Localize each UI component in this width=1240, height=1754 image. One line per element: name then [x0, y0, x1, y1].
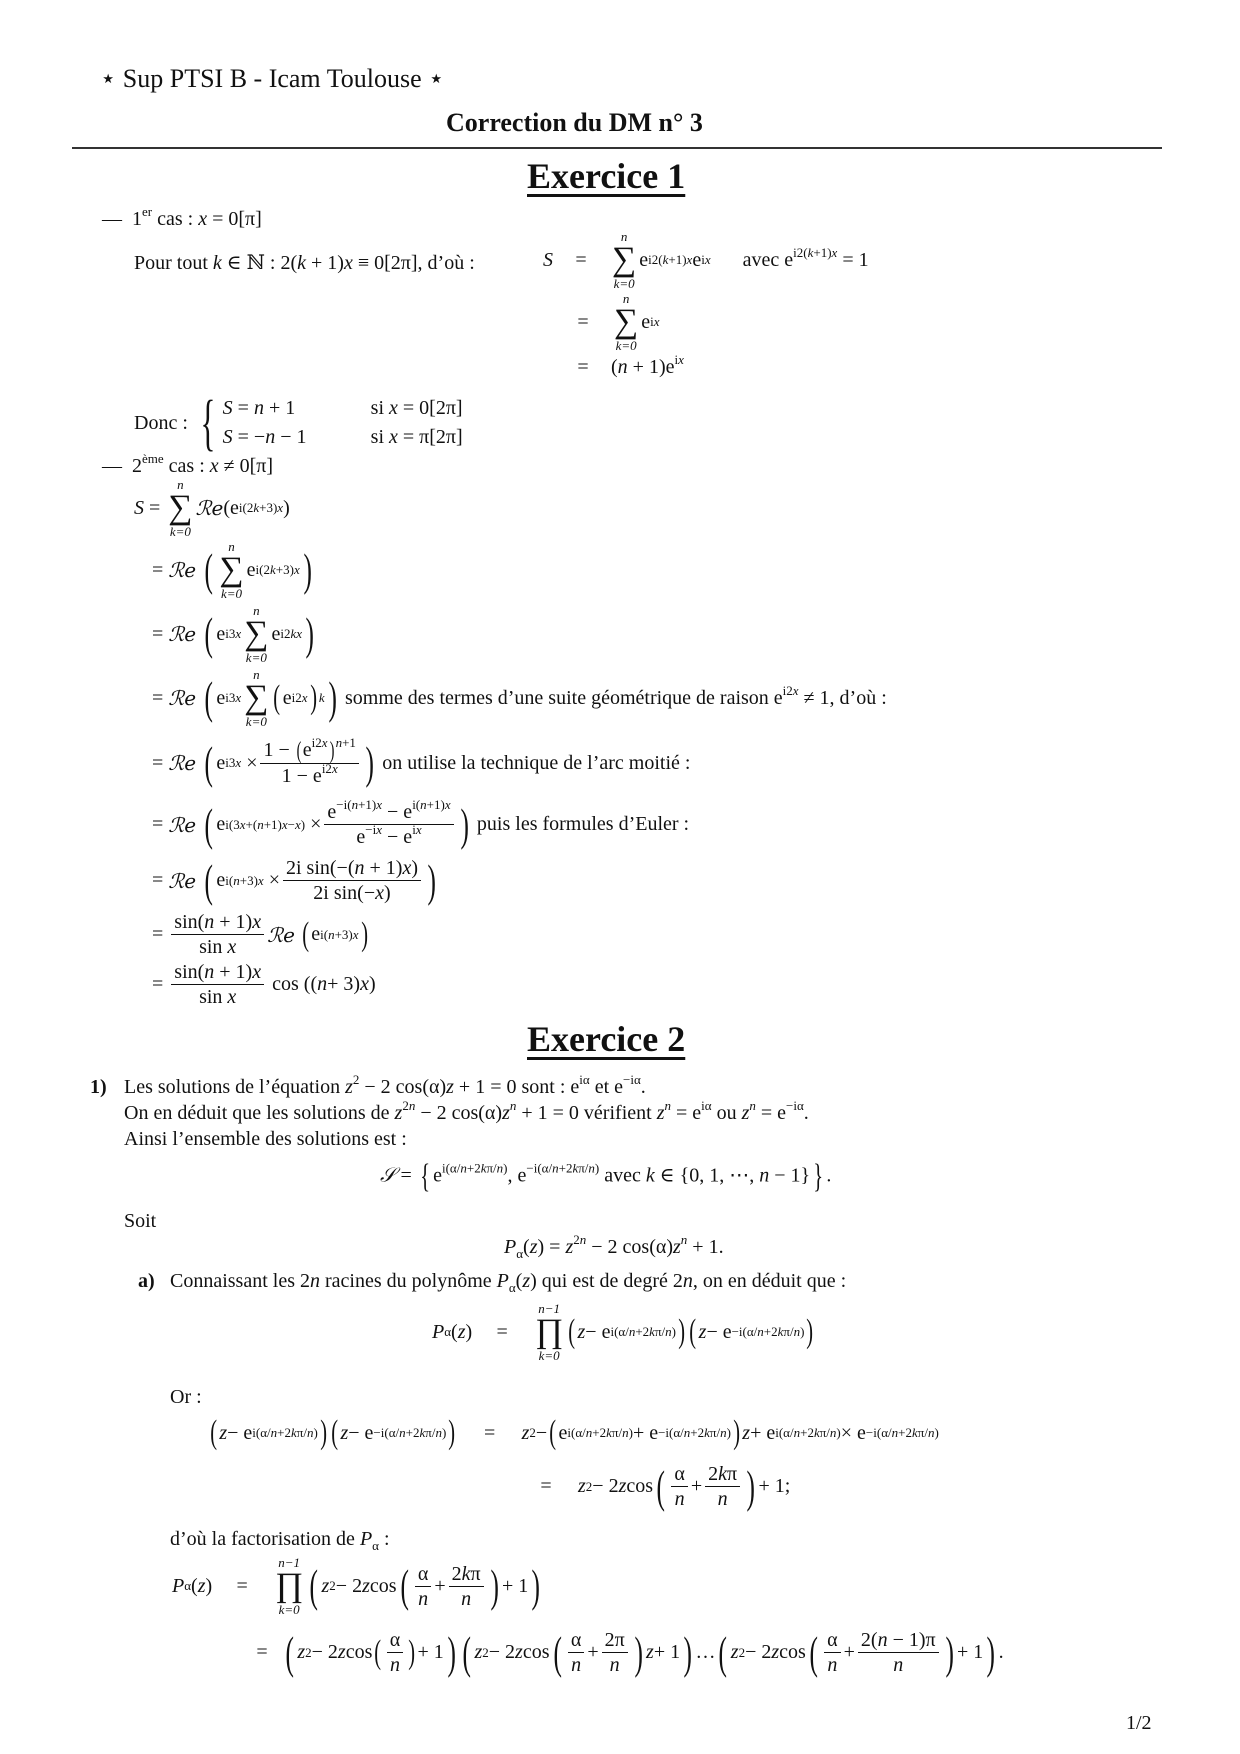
document-title: Correction du DM n° 3 — [446, 108, 703, 137]
institution-header: ⋆ Sup PTSI B - Icam Toulouse ⋆ — [100, 64, 445, 93]
header-rule — [72, 147, 1162, 149]
case2-line9: = $\frac{\sin(n + 1)x}{\text{sin x}}$ cos (( n + 3) x ) — [152, 961, 376, 1008]
case2-line6: = ℛe ( e i(3x+(n+1)x−x) × $\frac{e^{-i(n+1)x} - e^{i(n+1)x}}{e^{-ix} - e^{ix}}$ ) puis les formules d’Euler : — [152, 797, 690, 850]
or-label: Or : — [170, 1386, 202, 1408]
comment-half-arc: on utilise la technique de l’arc moitié : — [382, 751, 691, 774]
qa-text: Connaissant les 2n racines du polynôme $P_\alpha(z)$ qui est de degré 2n, on en déduit que : — [170, 1270, 847, 1295]
case1-label: — 1er cas : x = 0[π] — [102, 204, 262, 230]
q1-line1: Les solutions de l’équation $z^2 - 2$ cos(α)z + 1 = 0 sont : $e^{i\alpha}$ et $e^{-i\alpha}$. — [124, 1072, 646, 1098]
qa-label: a) — [138, 1270, 155, 1292]
case1-eq-line3: = $(n + 1)e^{ix}$ — [577, 352, 684, 378]
soit-label: Soit — [124, 1210, 157, 1232]
q1-line3: Ainsi l’ensemble des solutions est : — [124, 1128, 407, 1150]
case1-eq-line1: S = n ∑ k=0 e i2(k+1)x e ix avec $e^{i2(k+1)x} = 1$ — [543, 229, 869, 291]
page-number: 1/2 — [1126, 1712, 1152, 1734]
comment-euler: puis les formules d’Euler : — [476, 813, 690, 835]
case2-line8: = $\frac{\sin(n + 1)x}{\text{sin x}}$ ℛe ( e i(n+3)x ) — [152, 911, 368, 958]
root-product: P α ( z ) = n−1 ∏ k=0 ( z − e i(α/n+2kπ/n) ) ( z − e −i(α/n+2kπ/n) ) — [432, 1301, 814, 1363]
factorisation-line1: P α ( z ) = n−1 ∏ k=0 ( z 2 − 2 z cos ( $\frac{\alpha}{n}$ + $\frac{2k\pi}{n}$ ) + 1 ) — [172, 1555, 541, 1617]
case2-line7: = ℛe ( e i(n+3)x × $\frac{\text{2i sin(−(n + 1)x)}}{\text{2i sin(−x)}}$ ) — [152, 854, 436, 906]
case2-line4: = ℛe ( e i3x n ∑ k=0 ( e i2x ) k ) somme des termes d’une suite géométrique de raison $e^{i2x} \ne 1$, d’où : — [152, 667, 887, 729]
donc-label: Donc : — [134, 411, 188, 434]
case1-intro: Pour tout k ∈ ℕ : 2(k + 1)x ≡ 0[2π], d’où : — [134, 252, 475, 274]
expansion-line1: ( z − e i(α/n+2kπ/n) ) ( z − e −i(α/n+2kπ/n) ) = z 2 − ( e i(α/n+2kπ/n) + e −i(α/n+2kπ/n) ) z + e i(α/n+2kπ/n) × e −i(α/n+2kπ/n) — [210, 1414, 939, 1451]
q1-number: 1) — [90, 1076, 107, 1098]
solution-set: 𝒮 = { $e^{i(\alpha/n+2k\pi/n)}$, $e^{-i(\alpha/n+2k\pi/n)}$ avec k ∈ {0, 1, ⋯, n − 1}} . — [380, 1158, 832, 1195]
polynomial-def: $P_\alpha(z) = z^{2n} - 2$ $\cos(\alpha)z^n + 1$. — [504, 1232, 724, 1261]
factorisation-line2: = ( z 2 − 2 z cos ( $\frac{\alpha}{n}$ ) + 1 ) ( z 2 − 2 z cos ( $\frac{\alpha}{n}$ + $\frac{2\pi}{n}$ ) z + 1 ) … ( z 2 − 2 z cos ( $\frac{\alpha}{n}$ + $\frac{2(n - 1)\pi}{n}$ ) + 1 ) . — [256, 1626, 1004, 1678]
case2-line2: = ℛe ( n ∑ k=0 e i(2k+3)x ) — [152, 539, 312, 601]
case2-line1: S = n ∑ k=0 ℛe (e i(2k+3)x ) — [134, 477, 290, 539]
expansion-line2: = z 2 − 2 z cos ( $\frac{\alpha}{n}$ + $\frac{2k\pi}{n}$ ) + 1; — [540, 1460, 791, 1512]
case2-label: — 2ème cas : x ≠ 0[π] — [102, 451, 274, 477]
case1-eq-line2: = n ∑ k=0 e ix — [577, 291, 660, 353]
q1-line2: On en déduit que les solutions de $z^{2n} - 2$ $\cos(\alpha)z^n + 1 = 0$ vérifient $z^n = e^{i\alpha}$ ou $z^n = e^{-i\alpha}$. — [124, 1098, 809, 1124]
case1-conclusion: Donc : { S = n + 1 si x = 0[2π] S = −n − 1 si x = π[2π] — [134, 389, 463, 457]
case2-line3: = ℛe ( e i3x n ∑ k=0 e i2kx ) — [152, 603, 314, 665]
factor-intro: d’où la factorisation de $P_\alpha$ : — [170, 1528, 390, 1553]
exercise1-heading: Exercice 1 — [527, 156, 686, 196]
comment-geometric: somme des termes d’une suite géométrique de raison $e^{i2x} \ne 1$, d’où : — [345, 682, 887, 709]
exercise2-heading: Exercice 2 — [527, 1019, 686, 1059]
case2-line5: = ℛe ( e i3x × $\frac{1 - (e^{i2x}) ^{n+1}}{1 - e^{i2x}}$ ) on utilise la technique de l’arc moitié : — [152, 735, 691, 789]
